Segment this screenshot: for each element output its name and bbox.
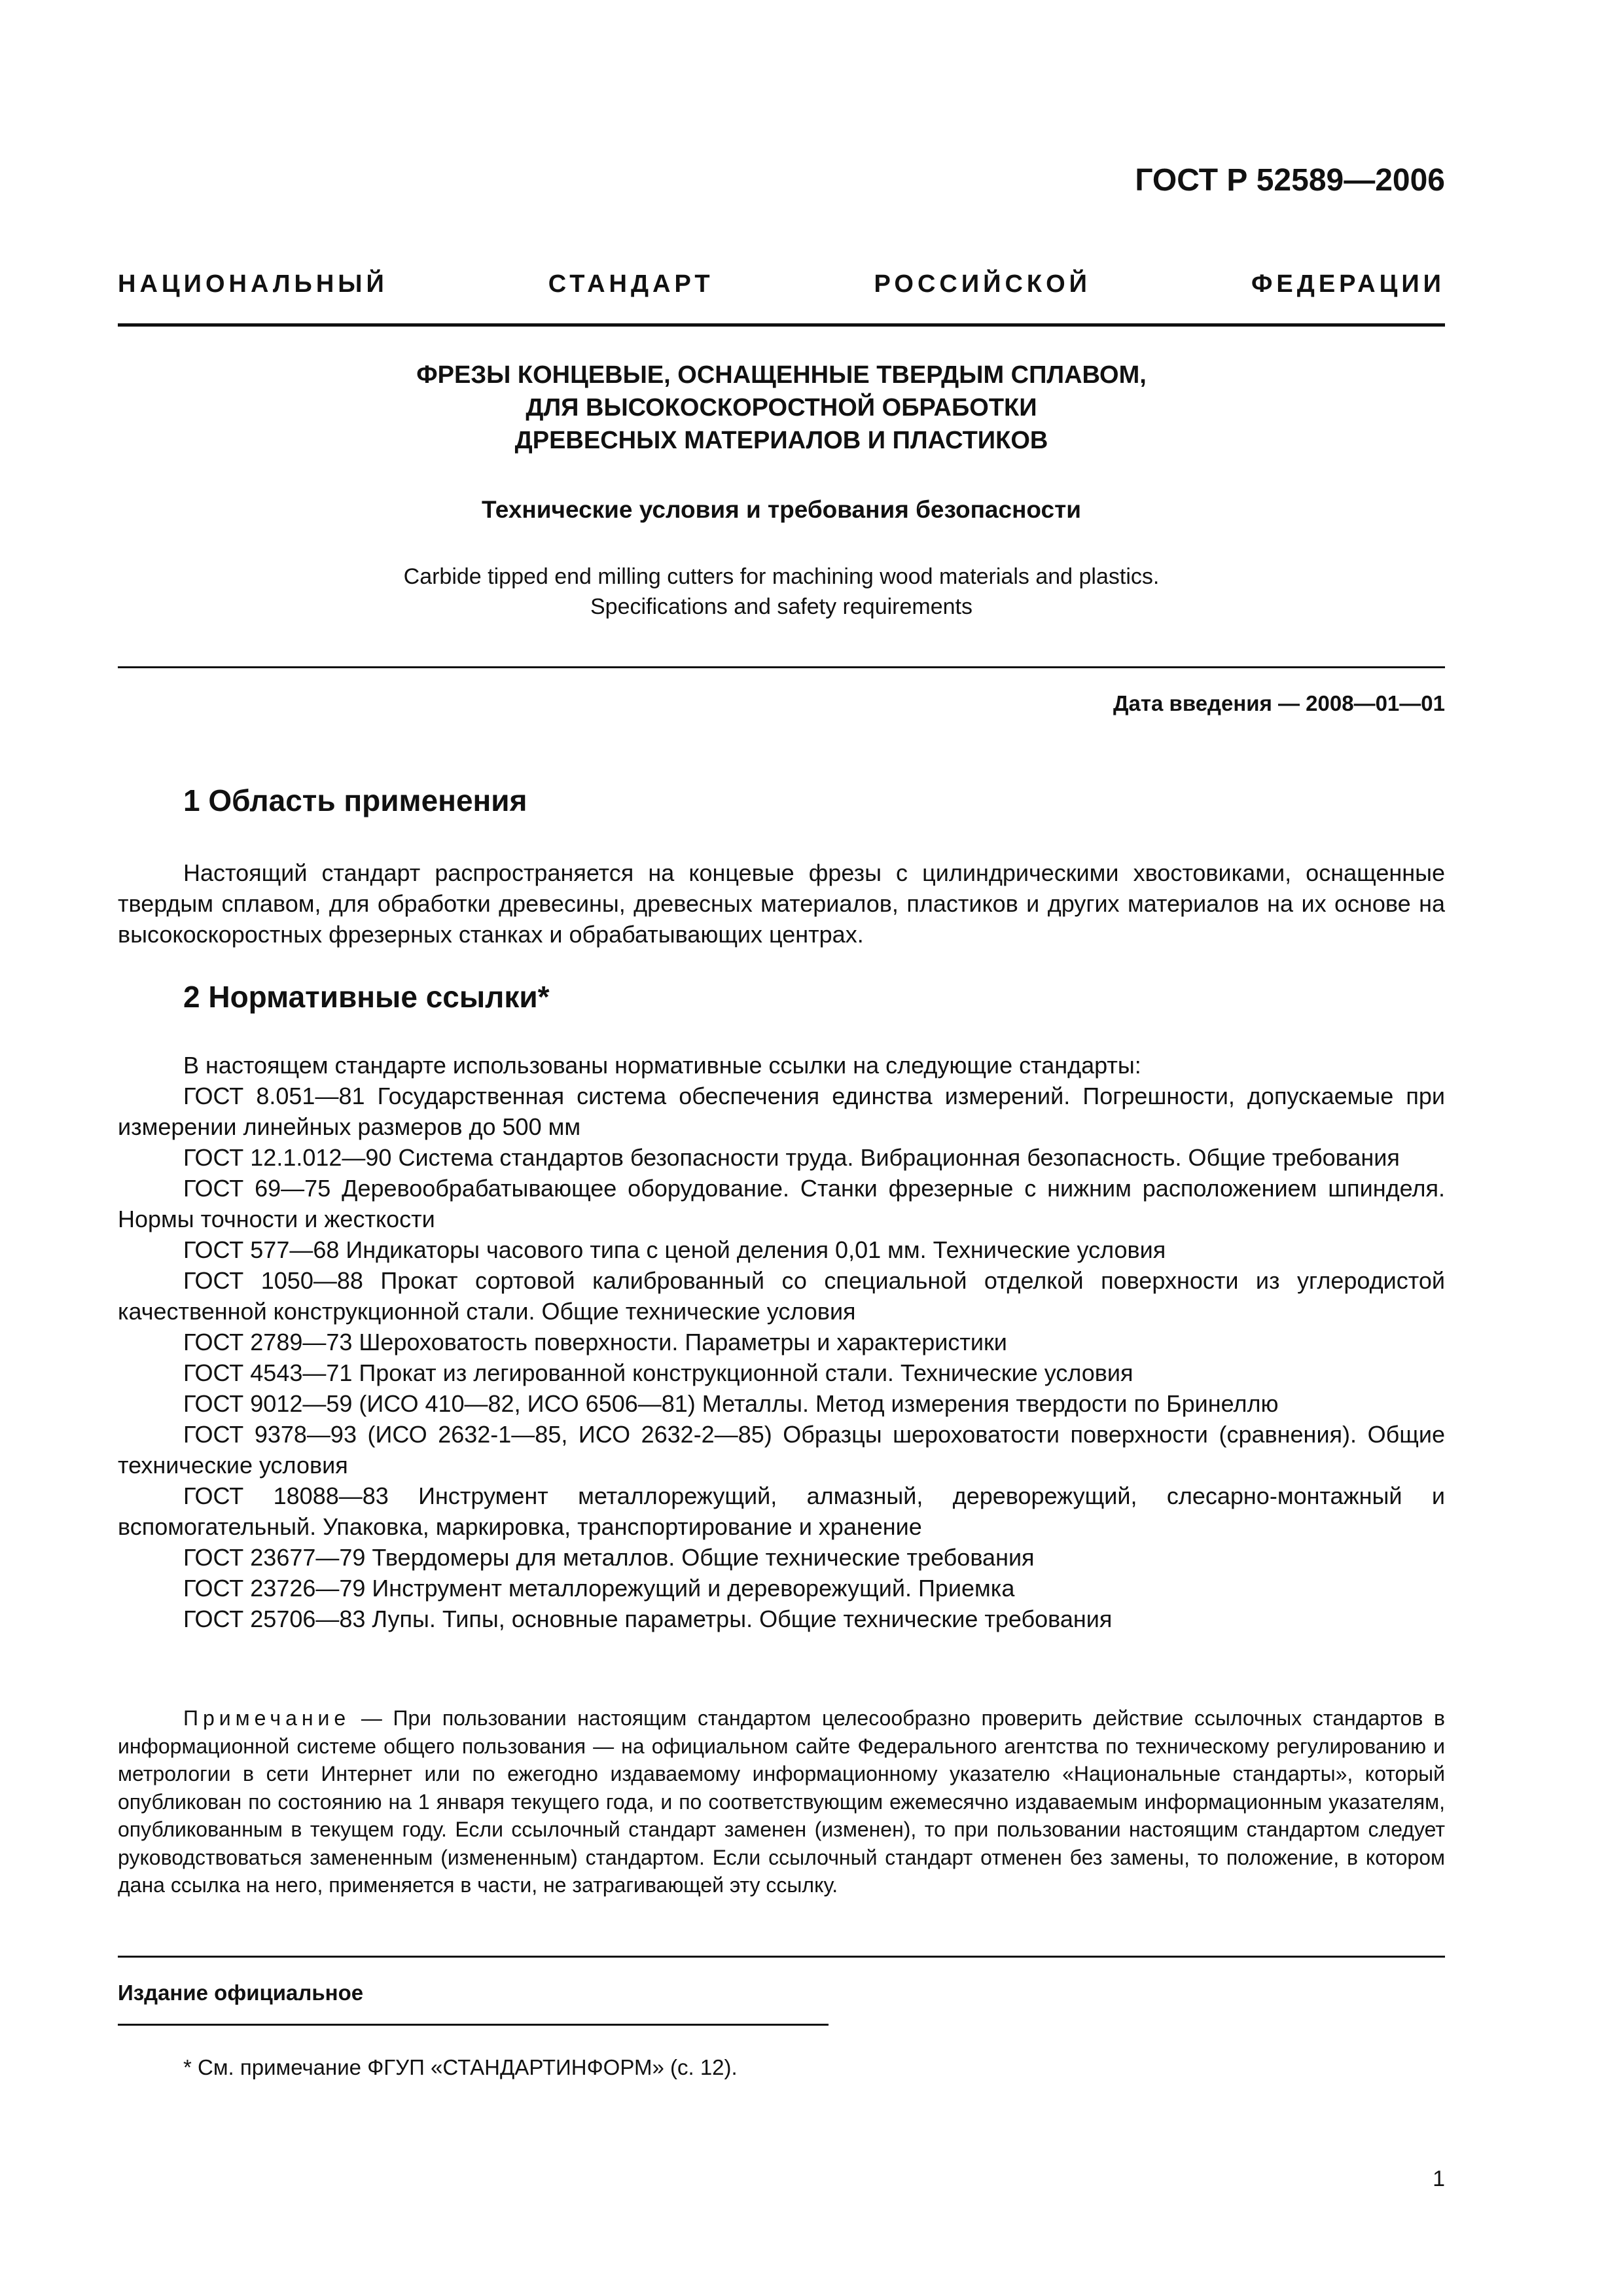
note-label: Примечание: [183, 1706, 351, 1730]
reference-item: ГОСТ 23726—79 Инструмент металлорежущий и дереворежущий. Приемка: [183, 1575, 1015, 1602]
section-1-paragraph: Настоящий стандарт распространяется на концевые фрезы с цилиндрическими хвостовиками, оснащенные твердым сплавом, для обработки древесины, древесных материалов, пластиков и других материалов на их основе на высокоскоростных фрезерных станках и обрабатывающих центрах.: [118, 859, 1445, 948]
reference-item: ГОСТ 25706—83 Лупы. Типы, основные параметры. Общие технические требования: [183, 1605, 1113, 1632]
references-intro: В настоящем стандарте использованы нормативные ссылки на следующие стандарты:: [183, 1052, 1141, 1079]
reference-item: ГОСТ 69—75 Деревообрабатывающее оборудование. Станки фрезерные с нижним расположением шпинделя. Нормы точности и жесткости: [118, 1175, 1445, 1232]
reference-item: ГОСТ 12.1.012—90 Система стандартов безопасности труда. Вибрационная безопасность. Общие требования: [183, 1144, 1400, 1171]
title-line-2: ДЛЯ ВЫСОКОСКОРОСТНОЙ ОБРАБОТКИ: [526, 394, 1037, 422]
footer-rule: [118, 1956, 1445, 1958]
reference-item: ГОСТ 1050—88 Прокат сортовой калиброванный со специальной отделкой поверхности из углеродистой качественной конструкционной стали. Общие технические условия: [118, 1267, 1445, 1325]
reference-item: ГОСТ 577—68 Индикаторы часового типа с ценой деления 0,01 мм. Технические условия: [183, 1236, 1166, 1263]
footnote-separator: [118, 2024, 829, 2026]
reference-item: ГОСТ 23677—79 Твердомеры для металлов. Общие технические требования: [183, 1544, 1035, 1571]
document-number: ГОСТ Р 52589—2006: [1135, 163, 1445, 198]
note-text: — При пользовании настоящим стандартом целесообразно проверить действие ссылочных стандартов в информационной системе общего пользования — на официальном сайте Федерального агентства по техническому регулированию и метрологии в сети Интернет или по ежегодно издаваемому информационному указателю «Национальные стандарты», который опубликован по состоянию на 1 января текущего года, и по соответствующим ежемесячно издаваемым информационным указателям, опубликованным в текущем году. Если ссылочный стандарт заменен (изменен), то при пользовании настоящим стандартом следует руководствоваться замененным (измененным) стандартом. Если ссылочный стандарт отменен без замены, то положение, в котором дана ссылка на него, применяется в части, не затрагивающей эту ссылку.: [118, 1706, 1445, 1897]
section-1-text: [118, 857, 1445, 950]
header-rule: [118, 323, 1445, 327]
title-line-1: ФРЕЗЫ КОНЦЕВЫЕ, ОСНАЩЕННЫЕ ТВЕРДЫМ СПЛАВОМ,: [416, 361, 1147, 389]
title-rule: [118, 666, 1445, 668]
note-block: [118, 1704, 1445, 1899]
english-title-line-1: Carbide tipped end milling cutters for machining wood materials and plastics.: [403, 564, 1160, 589]
footnote: * См. примечание ФГУП «СТАНДАРТИНФОРМ» (с. 12).: [183, 2055, 738, 2079]
title-line-3: ДРЕВЕСНЫХ МАТЕРИАЛОВ И ПЛАСТИКОВ: [514, 427, 1048, 454]
reference-item: ГОСТ 4543—71 Прокат из легированной конструкционной стали. Технические условия: [183, 1359, 1133, 1386]
section-2-heading: 2 Нормативные ссылки*: [183, 980, 550, 1014]
english-title-line-2: Specifications and safety requirements: [590, 594, 972, 619]
reference-item: ГОСТ 9378—93 (ИСО 2632-1—85, ИСО 2632-2—85) Образцы шероховатости поверхности (сравнения). Общие технические условия: [118, 1421, 1445, 1479]
english-title: [118, 562, 1445, 622]
official-edition-label: Издание официальное: [118, 1981, 364, 2005]
reference-item: ГОСТ 18088—83 Инструмент металлорежущий, алмазный, дереворежущий, слесарно-монтажный и вспомогательный. Упаковка, маркировка, транспортирование и хранение: [118, 1482, 1445, 1540]
note-paragraph: [118, 1704, 1445, 1899]
page-number: 1: [1433, 2166, 1445, 2191]
document-subtitle: Технические условия и требования безопасности: [481, 496, 1081, 523]
reference-item: ГОСТ 8.051—81 Государственная система обеспечения единства измерений. Погрешности, допускаемые при измерении линейных размеров до 500 мм: [118, 1083, 1445, 1140]
normative-references: [118, 1050, 1445, 1634]
national-standard-heading: НАЦИОНАЛЬНЫЙ СТАНДАРТ РОССИЙСКОЙ ФЕДЕРАЦИИ: [118, 270, 1445, 298]
reference-item: ГОСТ 2789—73 Шероховатость поверхности. Параметры и характеристики: [183, 1329, 1007, 1355]
introduction-date: Дата введения — 2008—01—01: [1113, 691, 1445, 715]
reference-item: ГОСТ 9012—59 (ИСО 410—82, ИСО 6506—81) Металлы. Метод измерения твердости по Бринеллю: [183, 1390, 1279, 1417]
document-title: [118, 359, 1445, 457]
section-1-heading: 1 Область применения: [183, 783, 527, 817]
